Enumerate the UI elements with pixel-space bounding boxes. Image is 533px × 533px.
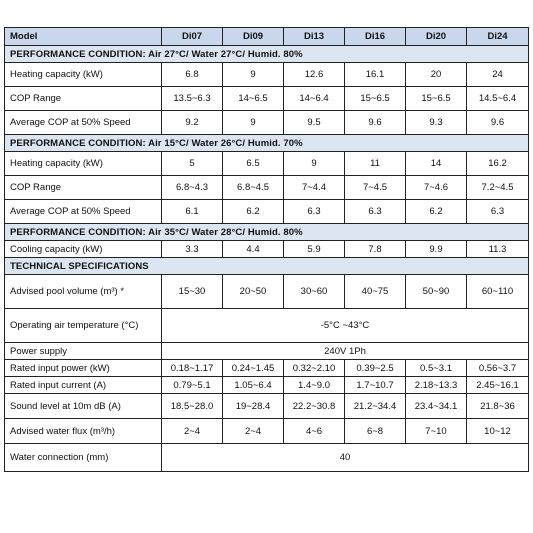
cell-value: 19~28.4	[223, 394, 284, 419]
header-row	[5, 28, 529, 46]
cell-value: 1.7~10.7	[345, 377, 406, 394]
cell-value: 15~6.5	[406, 87, 467, 111]
cell-value: 6.8~4.5	[223, 176, 284, 200]
cell-value: 6.3	[467, 200, 529, 224]
table-row	[5, 377, 529, 394]
cell-value: 1.05~6.4	[223, 377, 284, 394]
cell-value: 18.5~28.0	[162, 394, 223, 419]
cell-value: 9.3	[406, 111, 467, 135]
cell-value: 3.3	[162, 241, 223, 258]
cell-value: 20~50	[223, 275, 284, 309]
cell-value: 16.1	[345, 63, 406, 87]
table-row	[5, 241, 529, 258]
cell-value: 14	[406, 152, 467, 176]
cell-value: 15~6.5	[345, 87, 406, 111]
model-header-di20: Di20	[406, 28, 467, 46]
section-header	[5, 46, 529, 63]
cell-value: 15~30	[162, 275, 223, 309]
table-body	[5, 46, 529, 472]
row-label: Advised water flux (m³/h)	[5, 419, 162, 444]
cell-value: 0.32~2.10	[284, 360, 345, 377]
cell-value: 4.4	[223, 241, 284, 258]
cell-value: 0.56~3.7	[467, 360, 529, 377]
cell-value: 16.2	[467, 152, 529, 176]
row-label: Average COP at 50% Speed	[5, 200, 162, 224]
section-title: PERFORMANCE CONDITION: Air 35°C/ Water 28°C/ Humid. 80%	[5, 224, 529, 241]
table-row	[5, 87, 529, 111]
cell-value: 2.45~16.1	[467, 377, 529, 394]
table-row	[5, 63, 529, 87]
table-row	[5, 394, 529, 419]
cell-value: 6.3	[284, 200, 345, 224]
spanning-value: 240V 1Ph	[162, 343, 529, 360]
cell-value: 9.6	[345, 111, 406, 135]
spec-table	[4, 27, 529, 472]
spanning-value: 40	[162, 444, 529, 472]
table-row	[5, 176, 529, 200]
model-header-di16: Di16	[345, 28, 406, 46]
cell-value: 6.8	[162, 63, 223, 87]
cell-value: 21.8~36	[467, 394, 529, 419]
cell-value: 24	[467, 63, 529, 87]
cell-value: 9.5	[284, 111, 345, 135]
cell-value: 23.4~34.1	[406, 394, 467, 419]
row-label: COP Range	[5, 176, 162, 200]
cell-value: 10~12	[467, 419, 529, 444]
row-label: Rated input power (kW)	[5, 360, 162, 377]
section-header	[5, 224, 529, 241]
model-header-di09: Di09	[223, 28, 284, 46]
cell-value: 7.2~4.5	[467, 176, 529, 200]
cell-value: 60~110	[467, 275, 529, 309]
cell-value: 14.5~6.4	[467, 87, 529, 111]
section-title: TECHNICAL SPECIFICATIONS	[5, 258, 529, 275]
cell-value: 1.4~9.0	[284, 377, 345, 394]
model-header-di07: Di07	[162, 28, 223, 46]
table-row	[5, 343, 529, 360]
cell-value: 7~4.4	[284, 176, 345, 200]
row-label: Heating capacity (kW)	[5, 152, 162, 176]
cell-value: 14~6.4	[284, 87, 345, 111]
model-header-di24: Di24	[467, 28, 529, 46]
cell-value: 0.79~5.1	[162, 377, 223, 394]
spanning-value: -5°C ~43°C	[162, 309, 529, 343]
cell-value: 2~4	[162, 419, 223, 444]
cell-value: 14~6.5	[223, 87, 284, 111]
cell-value: 6.1	[162, 200, 223, 224]
cell-value: 22.2~30.8	[284, 394, 345, 419]
cell-value: 30~60	[284, 275, 345, 309]
row-label: Average COP at 50% Speed	[5, 111, 162, 135]
cell-value: 0.18~1.17	[162, 360, 223, 377]
cell-value: 9.6	[467, 111, 529, 135]
cell-value: 5.9	[284, 241, 345, 258]
row-label: Sound level at 10m dB (A)	[5, 394, 162, 419]
row-label: Heating capacity (kW)	[5, 63, 162, 87]
table-row	[5, 275, 529, 309]
row-label: Power supply	[5, 343, 162, 360]
cell-value: 7~4.5	[345, 176, 406, 200]
cell-value: 6.5	[223, 152, 284, 176]
cell-value: 11.3	[467, 241, 529, 258]
row-label: Advised pool volume (m³) *	[5, 275, 162, 309]
cell-value: 4~6	[284, 419, 345, 444]
row-label: Operating air temperature (°C)	[5, 309, 162, 343]
cell-value: 9	[223, 63, 284, 87]
table-row	[5, 419, 529, 444]
row-label: Rated input current (A)	[5, 377, 162, 394]
cell-value: 5	[162, 152, 223, 176]
model-header: Model	[5, 28, 162, 46]
cell-value: 20	[406, 63, 467, 87]
cell-value: 7~4.6	[406, 176, 467, 200]
cell-value: 6.3	[345, 200, 406, 224]
cell-value: 0.24~1.45	[223, 360, 284, 377]
cell-value: 6.8~4.3	[162, 176, 223, 200]
cell-value: 13.5~6.3	[162, 87, 223, 111]
section-title: PERFORMANCE CONDITION: Air 15°C/ Water 26°C/ Humid. 70%	[5, 135, 529, 152]
table-row	[5, 111, 529, 135]
cell-value: 21.2~34.4	[345, 394, 406, 419]
cell-value: 6.2	[223, 200, 284, 224]
cell-value: 6.2	[406, 200, 467, 224]
cell-value: 6~8	[345, 419, 406, 444]
row-label: Cooling capacity (kW)	[5, 241, 162, 258]
cell-value: 2.18~13.3	[406, 377, 467, 394]
cell-value: 0.5~3.1	[406, 360, 467, 377]
section-header	[5, 258, 529, 275]
cell-value: 12.6	[284, 63, 345, 87]
section-title: PERFORMANCE CONDITION: Air 27°C/ Water 27°C/ Humid. 80%	[5, 46, 529, 63]
cell-value: 9.9	[406, 241, 467, 258]
cell-value: 9	[284, 152, 345, 176]
model-header-di13: Di13	[284, 28, 345, 46]
cell-value: 40~75	[345, 275, 406, 309]
table-row	[5, 309, 529, 343]
table-row	[5, 200, 529, 224]
cell-value: 9.2	[162, 111, 223, 135]
row-label: COP Range	[5, 87, 162, 111]
table-row	[5, 360, 529, 377]
cell-value: 0.39~2.5	[345, 360, 406, 377]
table-row	[5, 444, 529, 472]
section-header	[5, 135, 529, 152]
row-label: Water connection (mm)	[5, 444, 162, 472]
table-row	[5, 152, 529, 176]
cell-value: 7.8	[345, 241, 406, 258]
cell-value: 2~4	[223, 419, 284, 444]
cell-value: 11	[345, 152, 406, 176]
cell-value: 7~10	[406, 419, 467, 444]
cell-value: 50~90	[406, 275, 467, 309]
cell-value: 9	[223, 111, 284, 135]
